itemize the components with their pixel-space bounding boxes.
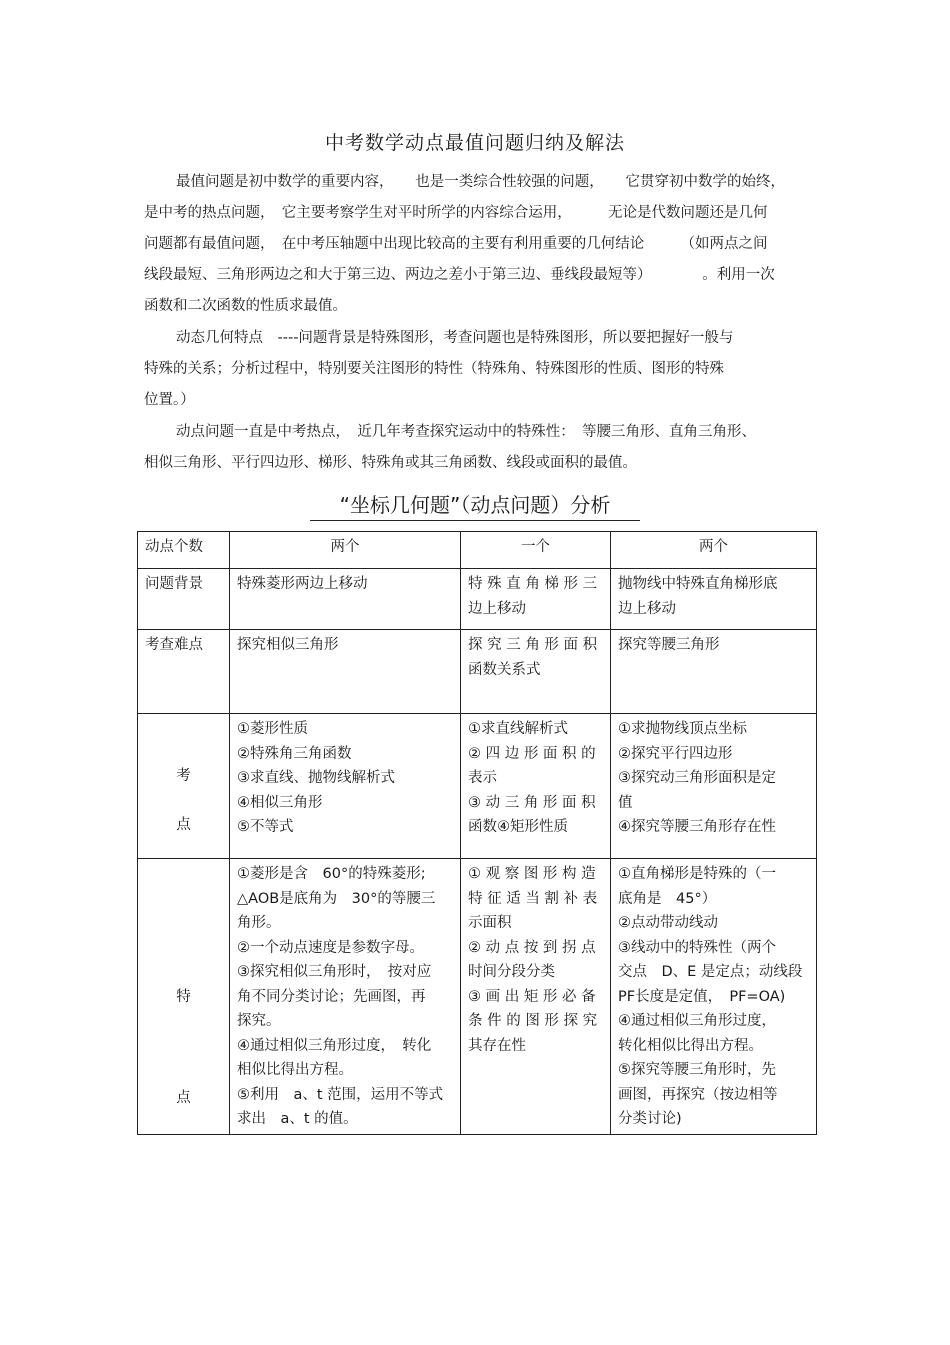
cell-line: ④相似三角形 (237, 794, 323, 811)
cell-line: ①菱形性质 (237, 721, 308, 737)
cell-line: ④探究等腰三角形存在性 (618, 819, 776, 835)
cell-line: 探 究 三 角 形 面 积 (468, 637, 598, 653)
cell-line: PF长度是定值， PF=OA) (618, 988, 786, 1005)
cell-line: ①求直线解析式 (468, 721, 568, 737)
cell-line: 相似比得出方程。 (237, 1062, 353, 1078)
table-cell: 一个 (461, 532, 611, 569)
table-title: “坐标几何题”（动点问题）分析 (310, 490, 640, 521)
row-label (138, 859, 230, 1135)
cell-line: 值 (618, 794, 633, 811)
cell-line: ②特殊角三角函数 (237, 745, 352, 762)
text-line: 最值问题是初中数学的重要内容， 也是一类综合性较强的问题， 它贯穿初中数学的始终， (176, 174, 785, 190)
cell-line: ② 动 点 按 到 拐 点 (468, 939, 596, 956)
table-cell (611, 859, 817, 1135)
cell-line: 交点 D、E 是定点；动线段 (618, 964, 803, 980)
cell-line: ②探究平行四边形 (618, 745, 733, 762)
cell-line: ④通过相似三角形过度， (618, 1013, 776, 1029)
table-row-features (138, 859, 817, 1135)
cell-line: 角不同分类讨论；先画图，再 (237, 988, 426, 1005)
cell-line: ①求抛物线顶点坐标 (618, 721, 747, 737)
table-cell: 两个 (611, 532, 817, 569)
row-label-top: 特 (176, 989, 191, 1005)
cell-line: ⑤探究等腰三角形时，先 (618, 1062, 776, 1078)
cell-line: 条 件 的 图 形 探 究 (468, 1013, 598, 1029)
text-line: 是中考的热点问题， 它主要考察学生对平时所学的内容综合运用， 无论是代数问题还是几何 (144, 205, 768, 221)
cell-line: △AOB是底角为 30°的等腰三 (237, 890, 436, 907)
row-label-bottom: 点 (176, 1089, 191, 1106)
cell-line: 边上移动 (618, 600, 676, 617)
table-cell (461, 859, 611, 1135)
cell-line: ②一个动点速度是参数字母。 (237, 939, 424, 956)
cell-line: 特 征 适 当 割 补 表 (468, 890, 598, 907)
text-line: 线段最短、三角形两边之和大于第三边、两边之差小于第三边、垂线段最短等） 。利用一次 (144, 267, 775, 283)
row-label: 动点个数 (138, 532, 230, 569)
cell-line: ③ 动 三 角 形 面 积 (468, 794, 596, 811)
cell-line: 其存在性 (468, 1037, 526, 1054)
cell-line: 分类讨论) (618, 1111, 682, 1127)
cell-line: 特殊菱形两边上移动 (237, 576, 368, 592)
text-line: 函数和二次函数的性质求最值。 (144, 298, 347, 314)
table-cell (461, 569, 611, 630)
table-cell (611, 569, 817, 630)
row-label: 问题背景 (138, 569, 230, 630)
cell-line: 函数关系式 (468, 661, 541, 678)
cell-line: 特 殊 直 角 梯 形 三 (468, 576, 598, 592)
table-cell (461, 714, 611, 859)
cell-line: ③探究相似三角形时， 按对应 (237, 964, 432, 980)
text-line: 相似三角形、平行四边形、梯形、特殊角或其三角函数、线段或面积的最值。 (144, 455, 637, 471)
cell-line: ② 四 边 形 面 积 的 (468, 745, 596, 762)
row-label (138, 714, 230, 859)
cell-line: 时间分段分类 (468, 964, 555, 980)
table-cell: 两个 (230, 532, 461, 569)
text-line: 动点问题一直是中考热点， 近几年考查探究运动中的特殊性： 等腰三角形、直角三角形、 (176, 424, 756, 440)
table-row-background (138, 569, 817, 630)
analysis-table (137, 531, 817, 1135)
cell-line: 示面积 (468, 915, 512, 931)
cell-line: ⑤利用 a、t 范围，运用不等式 (237, 1086, 444, 1103)
cell-line: 表示 (468, 770, 497, 786)
cell-line: 边上移动 (468, 600, 526, 617)
row-label-bottom: 点 (176, 816, 191, 833)
cell-line: ① 观 察 图 形 构 造 (468, 866, 596, 882)
cell-line: 抛物线中特殊直角梯形底 (618, 576, 778, 592)
table-cell (230, 569, 461, 630)
intro-paragraph (144, 167, 804, 322)
cell-line: 探究。 (237, 1013, 281, 1029)
cell-line: 转化相似比得出方程。 (618, 1037, 763, 1054)
cell-line: 角形。 (237, 915, 281, 931)
table-row-points (138, 714, 817, 859)
cell-line: ③探究动三角形面积是定 (618, 770, 776, 786)
cell-line: ③求直线、抛物线解析式 (237, 770, 395, 786)
cell-line: 求出 a、t 的值。 (237, 1111, 358, 1127)
table-cell (461, 630, 611, 714)
table-cell (230, 714, 461, 859)
cell-line: ①直角梯形是特殊的（一 (618, 866, 776, 882)
cell-line: ①菱形是含 60°的特殊菱形; (237, 866, 426, 882)
table-cell (611, 714, 817, 859)
cell-line: ③ 画 出 矩 形 必 备 (468, 988, 596, 1005)
cell-line: 画图，再探究（按边相等 (618, 1086, 778, 1103)
text-line: 问题都有最值问题， 在中考压轴题中出现比较高的主要有利用重要的几何结论 （如两点之间 (144, 236, 768, 252)
cell-line: ④通过相似三角形过度， 转化 (237, 1037, 432, 1054)
text-line: 特殊的关系；分析过程中，特别要关注图形的特性（特殊角、特殊图形的性质、图形的特殊 (144, 361, 724, 377)
table-cell (230, 630, 461, 714)
cell-line: ⑤不等式 (237, 819, 294, 835)
table-cell (611, 630, 817, 714)
cell-line: 函数④矩形性质 (468, 819, 568, 835)
table-cell (230, 859, 461, 1135)
page-title: 中考数学动点最值问题归纳及解法 (324, 132, 625, 154)
dynamic-geometry-paragraph (144, 323, 804, 416)
text-line: 动态几何特点 ----问题背景是特殊图形，考查问题也是特殊图形，所以要把握好一般与 (176, 330, 734, 346)
cell-line: 探究等腰三角形 (618, 637, 720, 653)
cell-line: ②点动带动线动 (618, 915, 718, 931)
moving-point-paragraph (144, 417, 804, 479)
row-label-top: 考 (176, 768, 191, 784)
cell-line: ③线动中的特殊性（两个 (618, 939, 776, 956)
text-line: 位置。） (144, 392, 195, 408)
cell-line: 探究相似三角形 (237, 637, 339, 653)
row-label: 考查难点 (138, 630, 230, 714)
cell-line: 底角是 45°） (618, 890, 717, 907)
table-row-difficulty (138, 630, 817, 714)
table-row-count (138, 532, 817, 569)
